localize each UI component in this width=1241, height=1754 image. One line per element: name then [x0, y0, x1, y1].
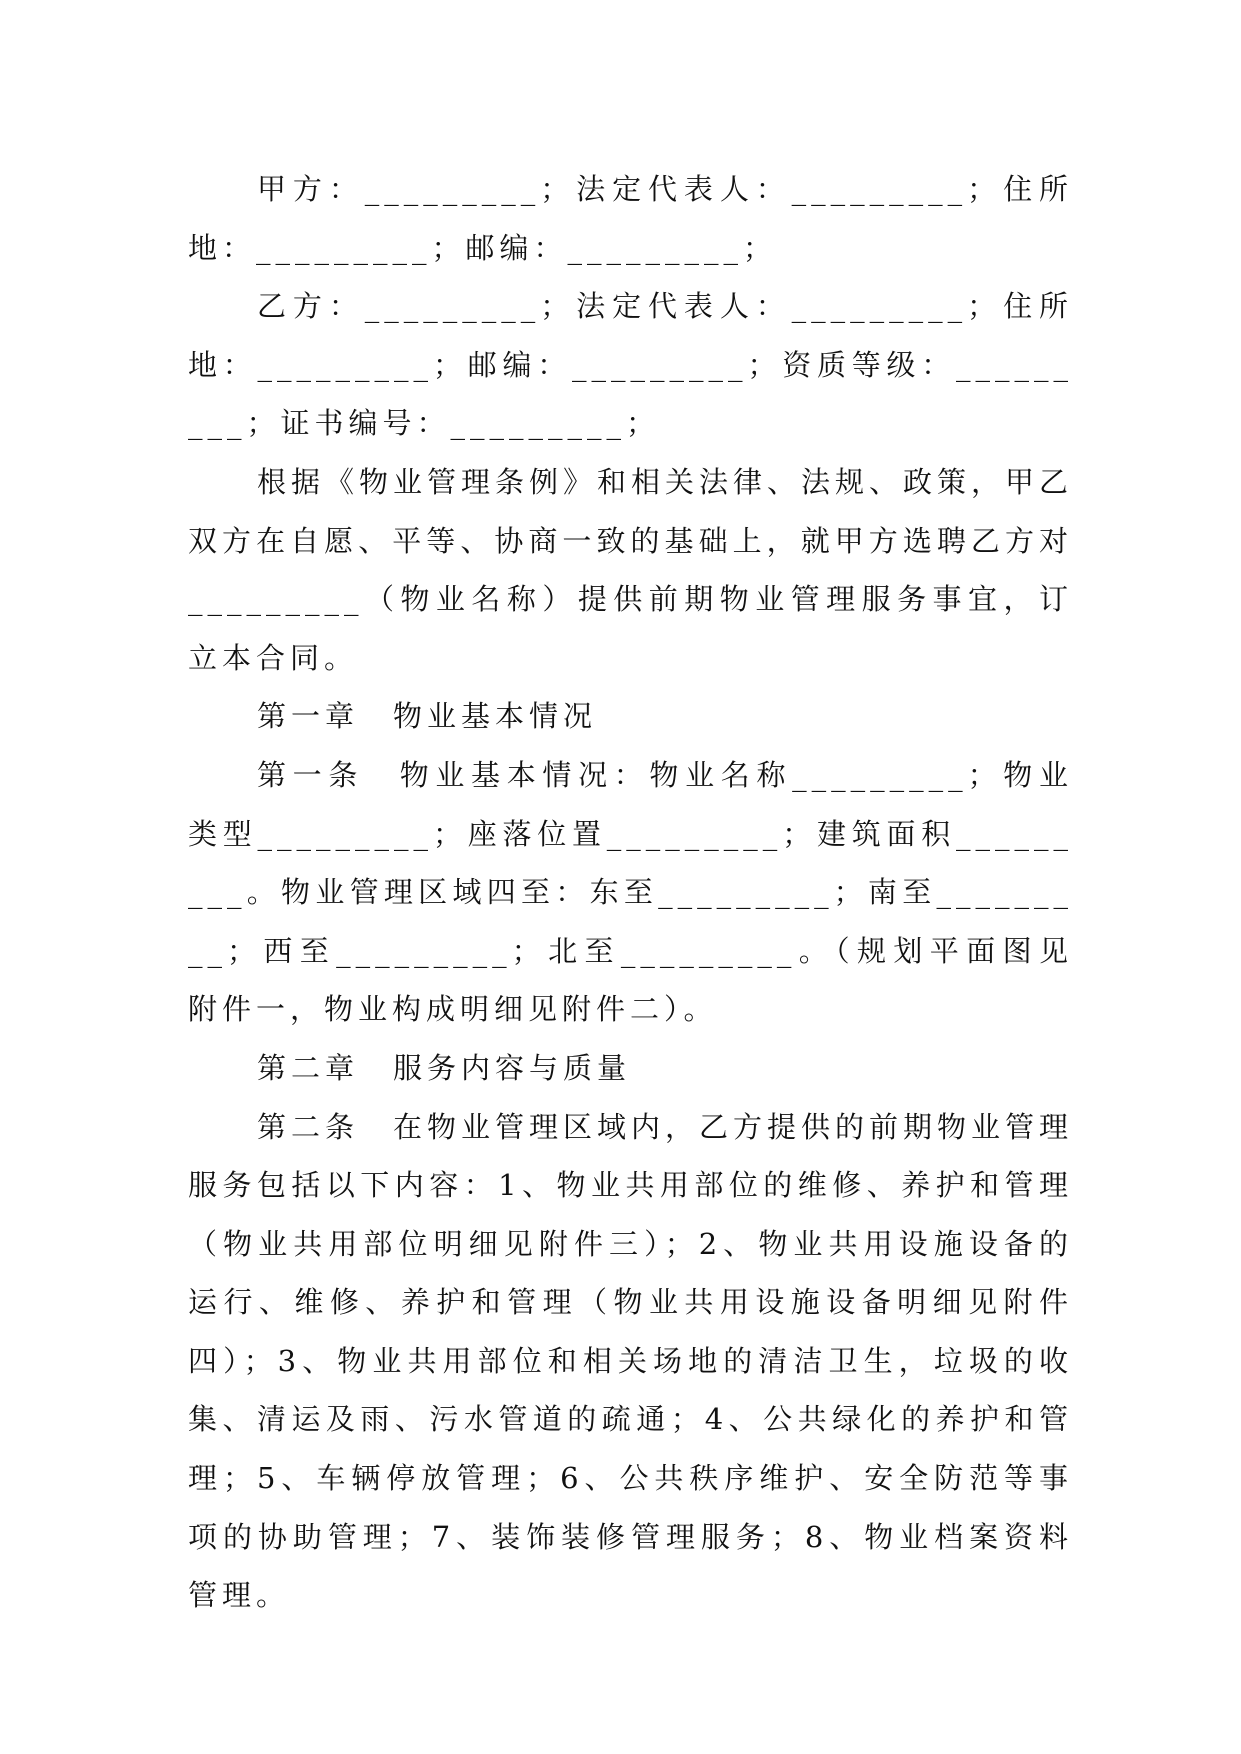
article-1-paragraph: 第一条 物业基本情况：物业名称_________；物业类型_________；座落位置_________；建筑面积_________。物业管理区域四至：东至_________；南至_________；西至_________；北至_________。（规划平面图见附件一，物业构成明细见附件二）。 — [188, 757, 1073, 1027]
preamble-paragraph: 根据《物业管理条例》和相关法律、法规、政策，甲乙双方在自愿、平等、协商一致的基础上，就甲方选聘乙方对_________（物业名称）提供前期物业管理服务事宜，订立本合同。 — [188, 464, 1074, 675]
party-a-paragraph: 甲方：_________；法定代表人：_________；住所地：_________；邮编：_________； — [188, 172, 1073, 265]
chapter-2-heading: 第二章 服务内容与质量 — [257, 1050, 632, 1085]
chapter-1-heading: 第一章 物业基本情况 — [257, 699, 598, 734]
party-b-paragraph: 乙方：_________；法定代表人：_________；住所地：_________；邮编：_________；资质等级：_________；证书编号：_________； — [188, 289, 1073, 441]
document-body — [188, 160, 1073, 1625]
article-2-paragraph: 第二条 在物业管理区域内，乙方提供的前期物业管理服务包括以下内容：1、物业共用部位的维修、养护和管理（物业共用部位明细见附件三）；2、物业共用设施设备的运行、维修、养护和管理（物业共用设施设备明细见附件四）；3、物业共用部位和相关场地的清洁卫生，垃圾的收集、清运及雨、污水管道的疏通；4、公共绿化的养护和管理；5、车辆停放管理；6、公共秩序维护、安全防范等事项的协助管理；7、装饰装修管理服务；8、物业档案资料管理。 — [188, 1109, 1074, 1613]
